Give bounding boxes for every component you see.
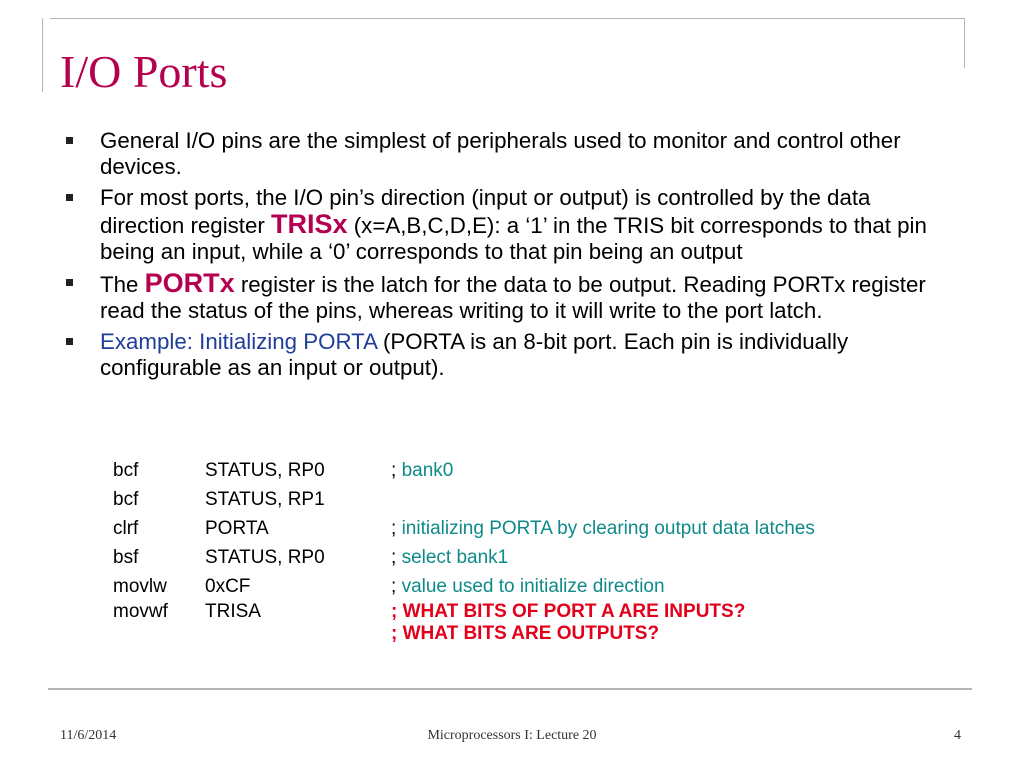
bullet-item: [66, 329, 946, 381]
code-opcode: bcf: [113, 460, 139, 481]
square-bullet-icon: [66, 137, 73, 144]
bullet-item: [66, 128, 946, 180]
comment-semicolon: ;: [391, 601, 403, 622]
code-operand: PORTA: [205, 518, 269, 539]
comment-text: bank0: [401, 460, 454, 481]
comment-text: WHAT BITS OF PORT A ARE INPUTS?: [402, 601, 746, 622]
page-number: 4: [954, 728, 961, 743]
frame-left-rule: [42, 18, 43, 92]
bullet-text: For most ports, the I/O pin’s direction (input or output) is controlled by the data direction register: [100, 185, 871, 238]
slide-title: I/O Ports: [60, 46, 228, 97]
trisx-keyword: TRISx: [271, 209, 348, 239]
bullet-text: (PORTA is an 8-bit port. Each pin is individually configurable as an input or output).: [100, 329, 849, 380]
comment-text: initializing PORTA by clearing output data latches: [401, 518, 815, 539]
portx-keyword: PORTx: [144, 268, 235, 298]
code-operand: TRISA: [205, 601, 261, 622]
code-comment: [391, 514, 815, 543]
square-bullet-icon: [66, 279, 73, 286]
footer-date: 11/6/2014: [60, 728, 117, 743]
comment-semicolon: ;: [391, 623, 403, 644]
code-operand: 0xCF: [205, 576, 251, 597]
code-comment: [391, 572, 665, 601]
code-opcode: bsf: [113, 547, 139, 568]
code-comment: [391, 623, 659, 645]
code-operand: STATUS, RP0: [205, 460, 325, 481]
code-comment: [391, 456, 453, 485]
code-operand: STATUS, RP0: [205, 547, 325, 568]
code-opcode: movlw: [113, 576, 167, 597]
bullet-item: [66, 270, 946, 324]
bullet-item: [66, 185, 946, 265]
square-bullet-icon: [66, 338, 73, 345]
code-comment: [391, 601, 745, 623]
footer-rule: [48, 688, 972, 690]
comment-text: WHAT BITS ARE OUTPUTS?: [402, 623, 660, 644]
bullet-list: [66, 128, 946, 386]
code-opcode: clrf: [113, 518, 139, 539]
code-comment: [391, 543, 508, 572]
bullet-text: General I/O pins are the simplest of peripherals used to monitor and control other devices.: [100, 128, 901, 179]
comment-semicolon: ;: [391, 460, 402, 481]
bullet-text: register is the latch for the data to be output. Reading PORTx register read the status of the pins, whereas writing to it will write to the port latch.: [100, 272, 926, 323]
example-link[interactable]: Example: Initializing PORTA: [100, 329, 377, 354]
comment-semicolon: ;: [391, 518, 402, 539]
comment-text: select bank1: [401, 547, 509, 568]
code-opcode: movwf: [113, 601, 168, 622]
bullet-text: The: [100, 272, 145, 297]
comment-semicolon: ;: [391, 576, 402, 597]
code-opcode: bcf: [113, 489, 139, 510]
square-bullet-icon: [66, 194, 73, 201]
code-operand: STATUS, RP1: [205, 489, 325, 510]
frame-top-rule: [50, 18, 964, 19]
comment-semicolon: ;: [391, 547, 402, 568]
comment-text: value used to initialize direction: [401, 576, 665, 597]
frame-right-rule: [964, 18, 965, 68]
footer-title: Microprocessors I: Lecture 20: [427, 728, 597, 743]
bullet-text: (x=A,B,C,D,E): a ‘1’ in the TRIS bit corresponds to that pin being an input, while a ‘0’ corresponds to that pin being an output: [100, 213, 927, 264]
